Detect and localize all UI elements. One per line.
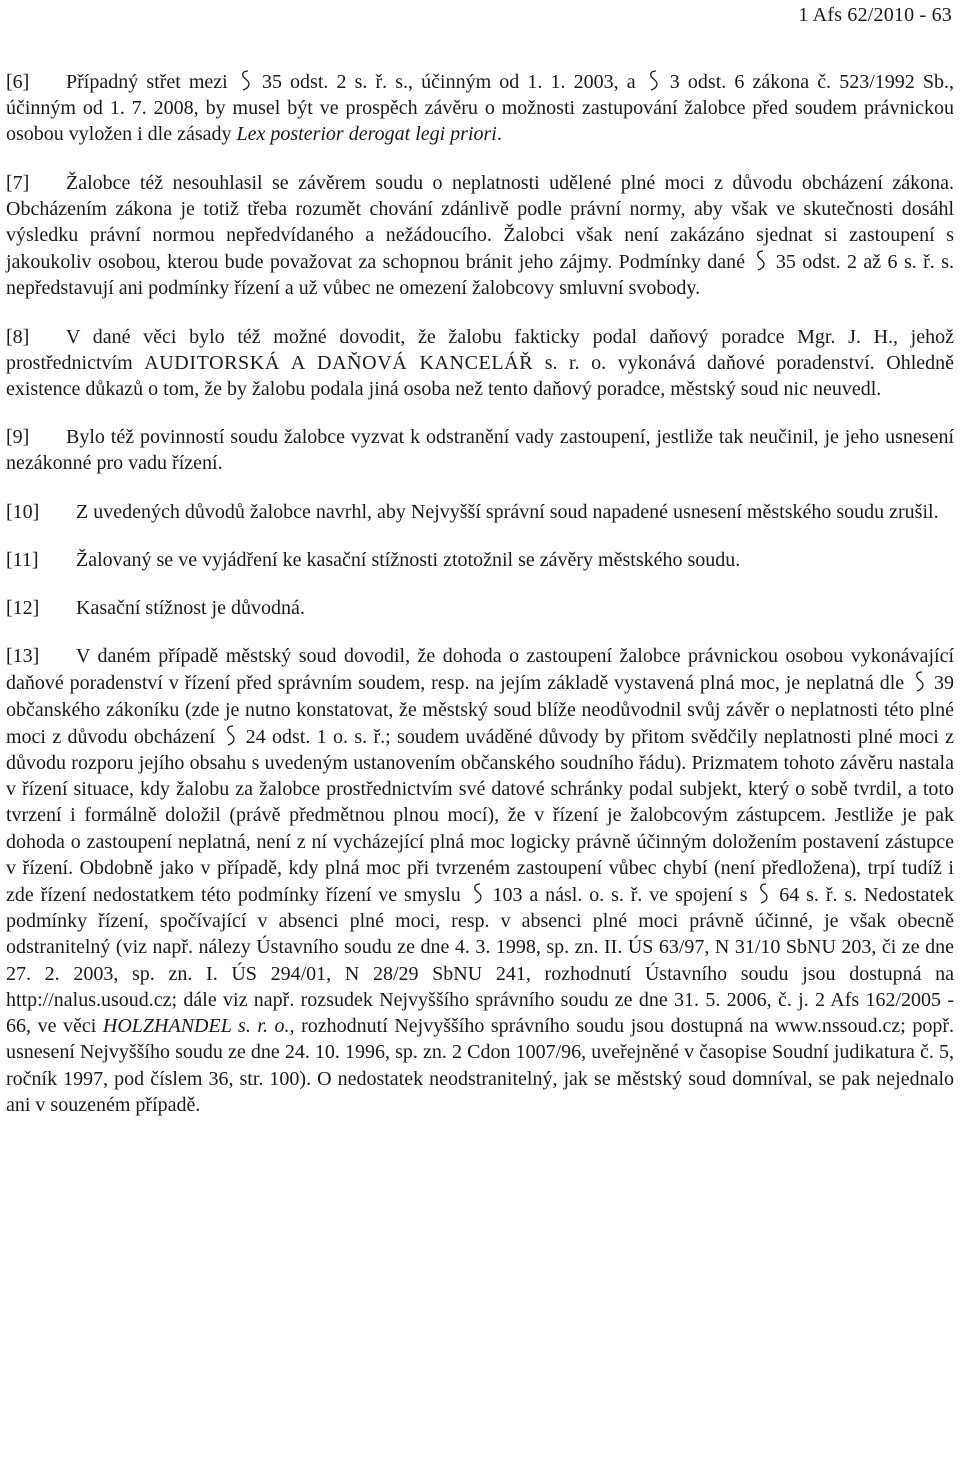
paragraph-number: [13] (6, 645, 40, 668)
section-sign-icon (644, 68, 662, 94)
company-name-italic: HOLZHANDEL s. r. o. (102, 1015, 290, 1038)
paragraph-7: [7] Žalobce též nesouhlasil se závěrem soudu o neplatnosti udělené plné moci z důvodu obcházení zákona. Obcházením zákona je totiž třeba rozumět chování zdánlivě podle právní normy, aby však ve skutečnosti dosáhl výsledku právní normou nepředvídaného a nežádoucího. Žalobci však není zakázáno sjednat si zastoupení s jakoukoliv osobou, kterou bude považovat za schopnou bránit jeho zájmy. Podmínky dané 35 odst. 2 až 6 s. ř. s. nepředstavují ani podmínky řízení a už vůbec ne omezení žalobcovy smluvní svobody. (6, 171, 954, 300)
paragraph-9: [9] Bylo též povinností soudu žalobce vyzvat k odstranění vady zastoupení, jestliže tak neučinil, je jeho usnesení nezákonné pro vadu řízení. (6, 426, 954, 475)
paragraph-6: [6] Případný střet mezi 35 odst. 2 s. ř. s., účinným od 1. 1. 2003, a 3 odst. 6 zákona č. 523/1992 Sb., účinným od 1. 7. 2008, by musel být ve prospěch závěru o možnosti zastupování žalobce před soudem právnickou osobou vyložen i dle zásady Lex posterior derogat legi priori. (6, 68, 954, 148)
page-header-reference: 1 Afs 62/2010 - 63 (798, 4, 952, 26)
latin-maxim: Lex posterior derogat legi priori (236, 123, 497, 146)
paragraph-number: [11] (6, 548, 39, 571)
paragraph-number: [6] (6, 71, 30, 93)
paragraph-number: [7] (6, 171, 30, 194)
section-sign-icon (236, 68, 254, 94)
paragraph-number: [12] (6, 597, 40, 620)
paragraph-12: [12] Kasační stížnost je důvodná. (6, 595, 954, 621)
section-sign-icon (751, 248, 769, 274)
paragraph-8: [8] V dané věci bylo též možné dovodit, že žalobu fakticky podal daňový poradce Mgr. J. H., jehož prostřednictvím AUDITORSKÁ A DAŇOVÁ KANCELÁŘ s. r. o. vykonává daňové poradenství. Ohledně existence důkazů o tom, že by žalobu podala jiná osoba než tento daňový poradce, městský soud nic neuvedl. (6, 325, 955, 401)
paragraph-11: [11] Žalovaný se ve vyjádření ke kasační stížnosti ztotožnil se závěry městského soudu. (6, 547, 954, 573)
company-name: AUDITORSKÁ A DAŇOVÁ KANCELÁŘ (144, 351, 534, 374)
section-sign-icon (910, 669, 928, 695)
section-sign-icon (754, 881, 772, 907)
paragraph-number: [9] (6, 426, 30, 449)
paragraph-number: [8] (6, 325, 30, 348)
paragraph-number: [10] (6, 500, 40, 523)
paragraph-13: [13] V daném případě městský soud dovodil, že dohoda o zastoupení žalobce právnickou osobou vykonávající daňové poradenství v řízení před správním soudem, resp. na jejím základě vystavená plná moc, je neplatná dle 39 občanského zákoníku (zde je nutno konstatovat, že městský soud blíže neodůvodnil svůj závěr o neplatnosti této plné moci z důvodu obcházení 24 odst. 1 o. s. ř.; soudem uváděné důvody by přitom svědčily neplatnosti plné moci z důvodu rozporu jejího obsahu s uvedeným ustanovením občanského soudního řádu). Prizmatem tohoto závěru nastala v řízení situace, kdy žalobu za žalobce prostřednictvím své datové schránky podal subjekt, který o sobě tvrdil, a toto tvrzení i formálně doložil (právě předmětnou plnou mocí), že v řízení je žalobcovým zástupcem. Jestliže je pak dohoda o zastoupení neplatná, není z ní vycházející plná moc logicky právně účinným doložením postavení zástupce v řízení. Obdobně jako v případě, kdy plná moc při tvrzeném zastoupení vůbec chybí (není předložena), trpí tudíž i zde řízení nedostatkem této podmínky řízení ve smyslu 103 a násl. o. s. ř. ve spojení s 64 s. ř. s. Nedostatek podmínky řízení, spočívající v absenci plné moci, resp. v absenci plné moci právně účinné, je však obecně odstranitelný (viz např. nálezy Ústavního soudu ze dne 4. 3. 1998, sp. zn. II. ÚS 63/97, N 31/10 SbNU 203, či ze dne 27. 2. 2003, sp. zn. I. ÚS 294/01, N 28/29 SbNU 241, rozhodnutí Ústavního soudu jsou dostupná na http://nalus.usoud.cz; dále viz např. rozsudek Nejvyššího správního soudu ze dne 31. 5. 2006, č. j. 2 Afs 162/2005 - 66, ve věci HOLZHANDEL s. r. o., rozhodnutí Nejvyššího správního soudu jsou dostupná na www.nssoud.cz; popř. usnesení Nejvyššího soudu ze dne 24. 10. 1996, sp. zn. 2 Cdon 1007/96, uveřejněné v časopise Soudní judikatura č. 5, ročník 1997, pod číslem 36, str. 100). O nedostatek neodstranitelný, jak se městský soud domníval, se pak nejednalo ani v souzeném případě. (6, 645, 955, 1116)
document-body (6, 68, 954, 1140)
section-sign-icon (221, 723, 239, 749)
section-sign-icon (468, 881, 486, 907)
paragraph-10: [10] Z uvedených důvodů žalobce navrhl, aby Nejvyšší správní soud napadené usnesení městského soudu zrušil. (6, 499, 954, 525)
